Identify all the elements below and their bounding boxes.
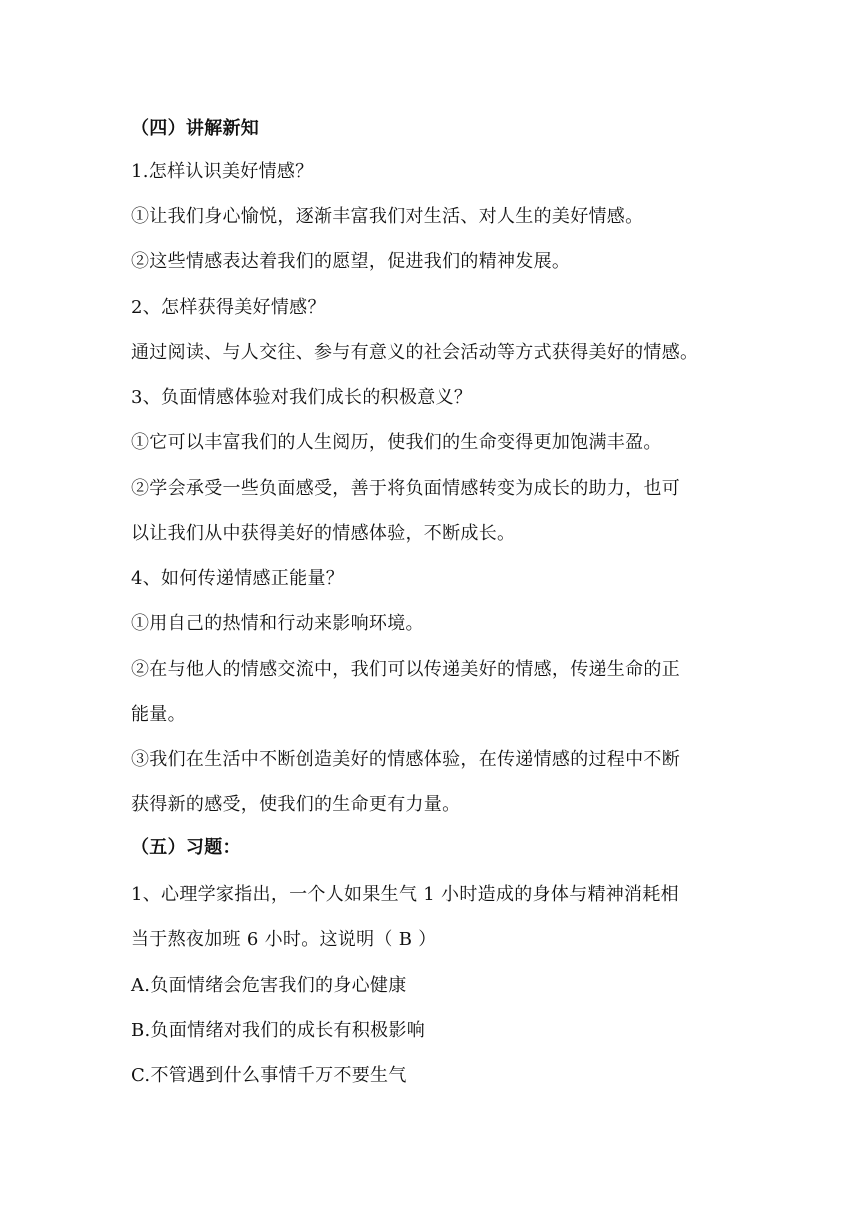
question-1-point-1: ①让我们身心愉悦，逐渐丰富我们对生活、对人生的美好情感。	[131, 206, 644, 227]
exercise-1-stem-line-2: 当于熬夜加班 6 小时。这说明（ B ）	[131, 929, 437, 950]
question-4-point-3-line-2: 获得新的感受，使我们的生命更有力量。	[131, 794, 461, 815]
question-3-title: 3、负面情感体验对我们成长的积极意义？	[131, 387, 473, 408]
question-4-point-2-line-2: 能量。	[131, 704, 186, 725]
question-4-title: 4、如何传递情感正能量？	[131, 568, 345, 589]
question-4-point-3-line-1: ③我们在生活中不断创造美好的情感体验，在传递情感的过程中不断	[131, 749, 680, 770]
section-heading-5: （五）习题：	[131, 837, 241, 858]
question-4-point-2-line-1: ②在与他人的情感交流中，我们可以传递美好的情感，传递生命的正	[131, 659, 680, 680]
question-4-point-1: ①用自己的热情和行动来影响环境。	[131, 613, 424, 634]
question-1-title: 1.怎样认识美好情感？	[131, 161, 314, 182]
question-2-title: 2、怎样获得美好情感？	[131, 297, 326, 318]
question-2-answer: 通过阅读、与人交往、参与有意义的社会活动等方式获得美好的情感。	[131, 342, 699, 363]
exercise-1-option-c: C.不管遇到什么事情千万不要生气	[131, 1065, 407, 1086]
exercise-1-option-a: A.负面情绪会危害我们的身心健康	[131, 975, 407, 996]
exercise-1-stem-line-1: 1、心理学家指出，一个人如果生气 1 小时造成的身体与精神消耗相	[131, 884, 679, 905]
question-3-point-1: ①它可以丰富我们的人生阅历，使我们的生命变得更加饱满丰盈。	[131, 432, 662, 453]
question-3-point-2-line-2: 以让我们从中获得美好的情感体验，不断成长。	[131, 523, 516, 544]
question-1-point-2: ②这些情感表达着我们的愿望，促进我们的精神发展。	[131, 251, 571, 272]
question-3-point-2-line-1: ②学会承受一些负面感受，善于将负面情感转变为成长的助力，也可	[131, 478, 680, 499]
section-heading-4: （四）讲解新知	[131, 118, 260, 139]
exercise-1-option-b: B.负面情绪对我们的成长有积极影响	[131, 1020, 426, 1041]
